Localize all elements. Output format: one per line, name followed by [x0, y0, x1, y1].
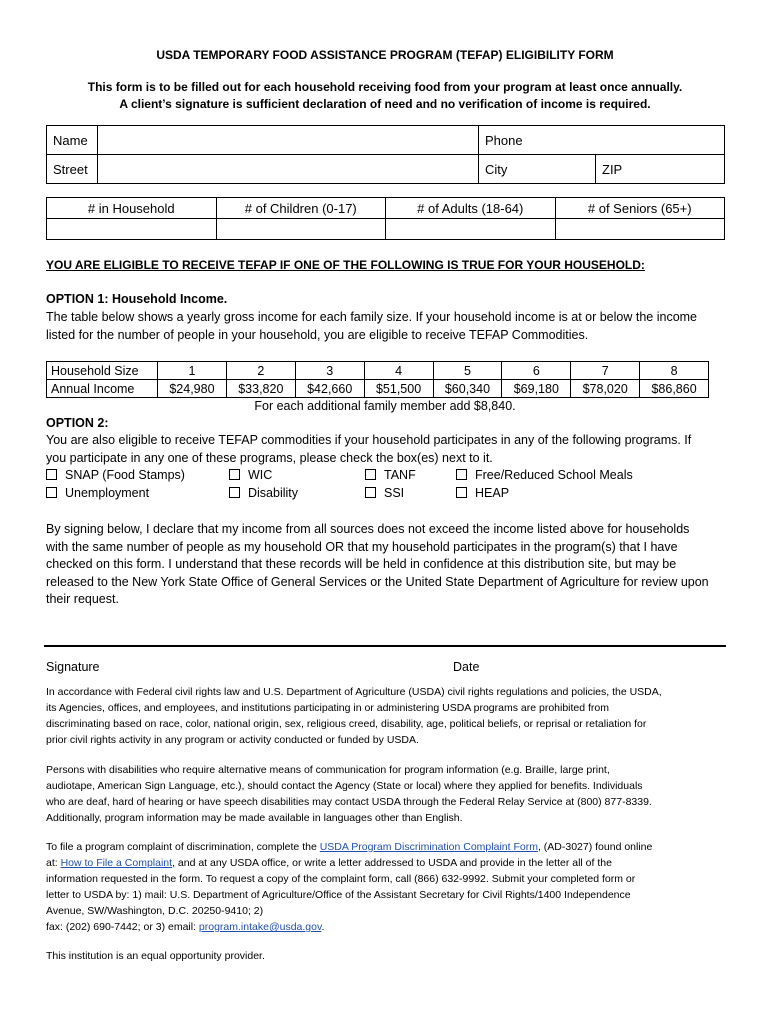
- city-field[interactable]: [479, 155, 596, 184]
- seniors-input[interactable]: [555, 219, 725, 240]
- household-size-label: Household Size: [47, 362, 158, 380]
- program-label: WIC: [248, 468, 273, 482]
- checkbox-icon[interactable]: [46, 487, 57, 498]
- signature-label: Signature: [46, 660, 100, 674]
- checkbox-icon[interactable]: [365, 487, 376, 498]
- form-title: USDA TEMPORARY FOOD ASSISTANCE PROGRAM (TEFAP) ELIGIBILITY FORM: [156, 48, 614, 62]
- checkbox-icon[interactable]: [229, 487, 240, 498]
- checkbox-icon[interactable]: [456, 487, 467, 498]
- complaint-form-link[interactable]: USDA Program Discrimination Complaint Form: [319, 841, 538, 853]
- option2-line2: you participate in any one of these programs, please check the box(es) next to it.: [46, 451, 493, 465]
- annual-income-5: $60,340: [433, 380, 502, 398]
- household-size-row: [47, 362, 709, 380]
- program-label: HEAP: [475, 486, 510, 500]
- annual-income-label: Annual Income: [47, 380, 158, 398]
- checkbox-icon[interactable]: [229, 469, 240, 480]
- checkbox-icon[interactable]: [456, 469, 467, 480]
- how-to-file-link[interactable]: How to File a Complaint: [60, 857, 173, 869]
- cr-p3-l6b: .: [321, 921, 325, 933]
- children-header: # of Children (0-17): [216, 198, 386, 219]
- zip-label: ZIP: [602, 161, 623, 177]
- intro-line-1: This form is to be filled out for each household receiving food from your program at least once annually.: [87, 80, 683, 94]
- declaration-line4: released to the New York State Office of General Services or the United State Department of Agriculture for review upon: [46, 575, 709, 589]
- seniors-header: # of Seniors (65+): [555, 198, 725, 219]
- equal-opportunity-statement: This institution is an equal opportunity provider.: [46, 950, 265, 962]
- cr-p3-l4: letter to USDA by: 1) mail: U.S. Department of Agriculture/Office of the Assistant Secretary for Civil Rights/1400 Independence: [46, 889, 631, 901]
- name-field[interactable]: [98, 126, 479, 155]
- annual-income-2: $33,820: [226, 380, 295, 398]
- additional-member-note: For each additional family member add $8,840.: [254, 399, 516, 413]
- declaration-line5: their request.: [46, 592, 119, 606]
- cr-p3-l5: Avenue, SW/Washington, D.C. 20250-9410; 2): [46, 905, 264, 917]
- civil-rights-p1: [46, 684, 662, 748]
- annual-income-6: $69,180: [502, 380, 571, 398]
- civil-rights-p3: [46, 839, 652, 935]
- annual-income-3: $42,660: [295, 380, 364, 398]
- income-table: [46, 361, 709, 398]
- name-label: Name: [47, 126, 98, 155]
- program-option[interactable]: [229, 486, 298, 500]
- program-label: SSI: [384, 486, 405, 500]
- household-size-5: 5: [433, 362, 502, 380]
- program-label: Unemployment: [65, 486, 150, 500]
- program-option[interactable]: [229, 468, 272, 482]
- in-household-input[interactable]: [47, 219, 217, 240]
- cr-p1-l2: its Agencies, offices, and employees, and institutions participating in or administering USDA programs are prohibited from: [46, 702, 610, 714]
- program-option[interactable]: [46, 468, 185, 482]
- cr-p3-l1b: , (AD-3027) found online: [537, 841, 653, 853]
- declaration-line1: By signing below, I declare that my income from all sources does not exceed the income listed above for households: [46, 522, 690, 536]
- cr-p3-l1a: To file a program complaint of discrimination, complete the: [46, 841, 320, 853]
- cr-p2-l1: Persons with disabilities who require alternative means of communication for program information (e.g. Braille, large print,: [46, 764, 610, 776]
- program-option[interactable]: [365, 468, 416, 482]
- phone-field[interactable]: [479, 126, 725, 155]
- checkbox-icon[interactable]: [46, 469, 57, 480]
- program-option[interactable]: [46, 486, 149, 500]
- program-option[interactable]: [456, 486, 509, 500]
- annual-income-row: [47, 380, 709, 398]
- children-input[interactable]: [216, 219, 386, 240]
- contact-table: [46, 125, 725, 184]
- option1-heading: OPTION 1: Household Income.: [46, 292, 228, 306]
- adults-input[interactable]: [386, 219, 556, 240]
- cr-p3-l2a: at:: [46, 857, 61, 869]
- zip-field[interactable]: [596, 155, 725, 184]
- program-label: SNAP (Food Stamps): [65, 468, 185, 482]
- intro-line-2: A client’s signature is sufficient declaration of need and no verification of income is required.: [119, 97, 651, 111]
- household-table: [46, 197, 725, 240]
- option2-heading: OPTION 2:: [46, 416, 109, 430]
- cr-p2-l4: Additionally, program information may be made available in languages other than English.: [46, 812, 463, 824]
- street-label: Street: [47, 155, 98, 184]
- cr-p2-l3: who are deaf, hard of hearing or have speech disabilities may contact USDA through the Federal Relay Service at (800) 877-8339.: [46, 796, 652, 808]
- city-label: City: [485, 161, 508, 177]
- household-size-1: 1: [158, 362, 227, 380]
- cr-p3-l3: information requested in the form. To request a copy of the complaint form, call (866) 632-9992. Submit your completed form or: [46, 873, 636, 885]
- checkbox-icon[interactable]: [365, 469, 376, 480]
- signature-line[interactable]: [44, 645, 726, 647]
- annual-income-8: $86,860: [640, 380, 709, 398]
- option1-line2: listed for the number of people in your household, you are eligible to receive TEFAP Commodities.: [46, 328, 589, 342]
- household-size-7: 7: [571, 362, 640, 380]
- annual-income-1: $24,980: [158, 380, 227, 398]
- cr-p2-l2: audiotape, American Sign Language, etc.), should contact the Agency (State or local) where they applied for benefits. Individuals: [46, 780, 643, 792]
- household-size-4: 4: [364, 362, 433, 380]
- cr-p1-l1: In accordance with Federal civil rights law and U.S. Department of Agriculture (USDA) civil rights regulations and policies, the USDA,: [46, 686, 662, 698]
- civil-rights-p2: [46, 762, 652, 826]
- phone-label: Phone: [485, 132, 523, 148]
- household-size-3: 3: [295, 362, 364, 380]
- in-household-header: # in Household: [47, 198, 217, 219]
- street-field[interactable]: [98, 155, 479, 184]
- eligibility-heading: YOU ARE ELIGIBLE TO RECEIVE TEFAP IF ONE OF THE FOLLOWING IS TRUE FOR YOUR HOUSEHOLD:: [46, 258, 645, 272]
- option2-line1: You are also eligible to receive TEFAP commodities if your household participates in any of the following programs. If: [46, 433, 692, 447]
- annual-income-7: $78,020: [571, 380, 640, 398]
- program-label: Free/Reduced School Meals: [475, 468, 633, 482]
- declaration-line3: checked on this form. I understand that these records will be held in confidence at this distribution site, but may be: [46, 557, 677, 571]
- program-option[interactable]: [365, 486, 404, 500]
- date-label: Date: [453, 660, 480, 674]
- program-label: Disability: [248, 486, 299, 500]
- option1-line1: The table below shows a yearly gross income for each family size. If your household income is at or below the income: [46, 310, 698, 324]
- program-label: TANF: [384, 468, 416, 482]
- household-size-2: 2: [226, 362, 295, 380]
- annual-income-4: $51,500: [364, 380, 433, 398]
- cr-p1-l3: discriminating based on race, color, national origin, sex, religious creed, disability, age, political beliefs, or reprisal or retaliation for: [46, 718, 647, 730]
- household-size-8: 8: [640, 362, 709, 380]
- email-link[interactable]: program.intake@usda.gov: [198, 921, 322, 933]
- cr-p1-l4: prior civil rights activity in any program or activity conducted or funded by USDA.: [46, 734, 419, 746]
- household-size-6: 6: [502, 362, 571, 380]
- program-option[interactable]: [456, 468, 633, 482]
- cr-p3-l2b: , and at any USDA office, or write a letter addressed to USDA and provide in the letter all of the: [172, 857, 612, 869]
- adults-header: # of Adults (18-64): [386, 198, 556, 219]
- declaration-line2: with the same number of people as my household OR that my household participates in the program(s) that I have: [46, 540, 678, 554]
- cr-p3-l6a: fax: (202) 690-7442; or 3) email:: [46, 921, 199, 933]
